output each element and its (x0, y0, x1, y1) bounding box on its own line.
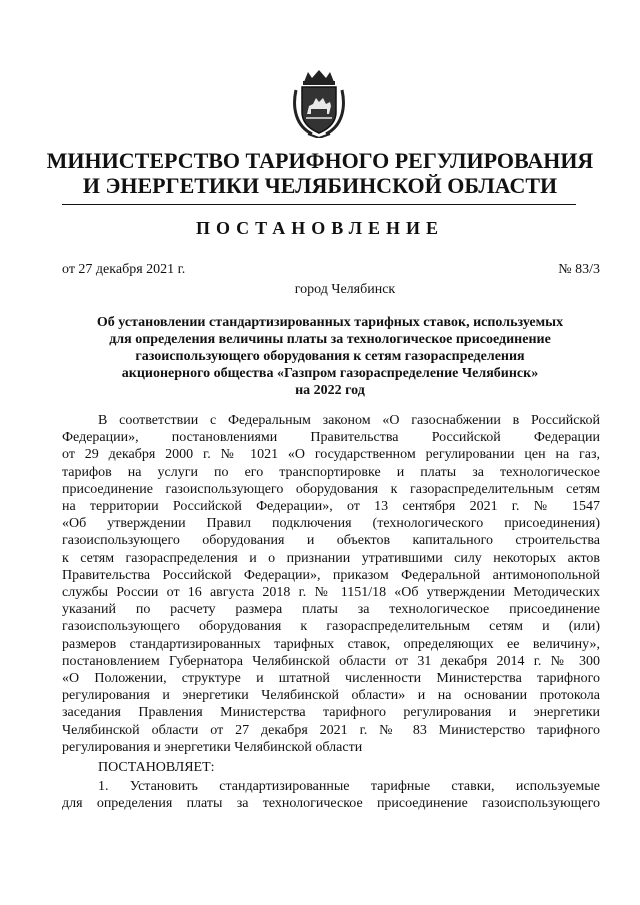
item-1-paragraph (62, 778, 600, 812)
document-city: город Челябинск (294, 282, 396, 297)
preamble-paragraph (62, 412, 600, 756)
subject-line: Об установлении стандартизированных тарифных ставок, используемых (96, 315, 564, 330)
ministry-title (40, 148, 600, 198)
subject-line: газоиспользующего оборудования к сетям газораспределения (135, 349, 525, 364)
document-number: № 83/3 (558, 262, 600, 277)
subject-line: для определения величины платы за технологическое присоединение (109, 332, 551, 347)
preamble-line: от 29 декабря 2000 г. № 1021 «О государственном регулировании цен на газ, (62, 447, 600, 463)
ministry-title-line-1: МИНИСТЕРСТВО ТАРИФНОГО РЕГУЛИРОВАНИЯ (46, 148, 594, 173)
document-type: ПОСТАНОВЛЕНИЕ (195, 218, 445, 238)
preamble-line: Челябинской области от 27 декабря 2021 г. № 83 Министерство тарифного (62, 722, 600, 738)
item-1-line: 1. Установить стандартизированные тарифные ставки, используемые (98, 779, 600, 794)
preamble-line: Федерации», постановлениями Правительства Российской Федерации (62, 430, 600, 446)
preamble-line: «Об утверждении Правил подключения (технологического присоединения) (62, 516, 600, 532)
resolves-heading: ПОСТАНОВЛЯЕТ: (98, 760, 215, 775)
preamble-line: газоиспользующего оборудования к газораспределительным сетям и (или) (62, 619, 600, 635)
preamble-line: В соответствии с Федеральным законом «О газоснабжении в Российской (98, 413, 600, 428)
preamble-line: регулирования и энергетики Челябинской области» и на основании протокола (62, 688, 600, 704)
preamble-line: присоединение газоиспользующего оборудования к газораспределительным сетям (62, 481, 600, 497)
subject-line: на 2022 год (295, 383, 365, 398)
chelyabinsk-coat-of-arms-icon (290, 68, 348, 138)
document-date: от 27 декабря 2021 г. (62, 262, 186, 277)
subject-line: акционерного общества «Газпром газораспределение Челябинск» (121, 366, 539, 381)
preamble-line: размеров стандартизированных тарифных ставок, определяющих ее величину», (62, 636, 600, 652)
preamble-line: к сетям газораспределения и о признании утратившими силу некоторых актов (62, 550, 600, 566)
preamble-line: заседания Правления Министерства тарифного регулирования и энергетики (62, 705, 600, 721)
preamble-line: тарифов на услуги по его транспортировке и платы за технологическое (62, 464, 600, 480)
header-divider (62, 204, 576, 205)
preamble-line: постановлением Губернатора Челябинской области от 31 декабря 2014 г. № 300 (62, 653, 600, 669)
preamble-line: газоиспользующего оборудования и объектов капитального строительства (62, 533, 600, 549)
preamble-line: указаний по расчету размера платы за технологическое присоединение (62, 602, 600, 618)
preamble-line: на территории Российской Федерации», от 13 сентября 2021 г. № 1547 (62, 499, 600, 515)
preamble-line: «О Положении, структуре и штатной численности Министерства тарифного (62, 671, 600, 687)
item-1-line: для определения платы за технологическое присоединение газоиспользующего (62, 796, 600, 812)
ministry-title-line-2: И ЭНЕРГЕТИКИ ЧЕЛЯБИНСКОЙ ОБЛАСТИ (82, 173, 558, 198)
preamble-line: службы России от 16 августа 2018 г. № 1151/18 «Об утверждении Методических (62, 585, 600, 601)
date-number-line (62, 262, 600, 280)
preamble-line: Правительства Российской Федерации», приказом Федеральной антимонопольной (62, 567, 600, 583)
preamble-line: регулирования и энергетики Челябинской области (62, 739, 363, 755)
document-subject (60, 314, 600, 399)
